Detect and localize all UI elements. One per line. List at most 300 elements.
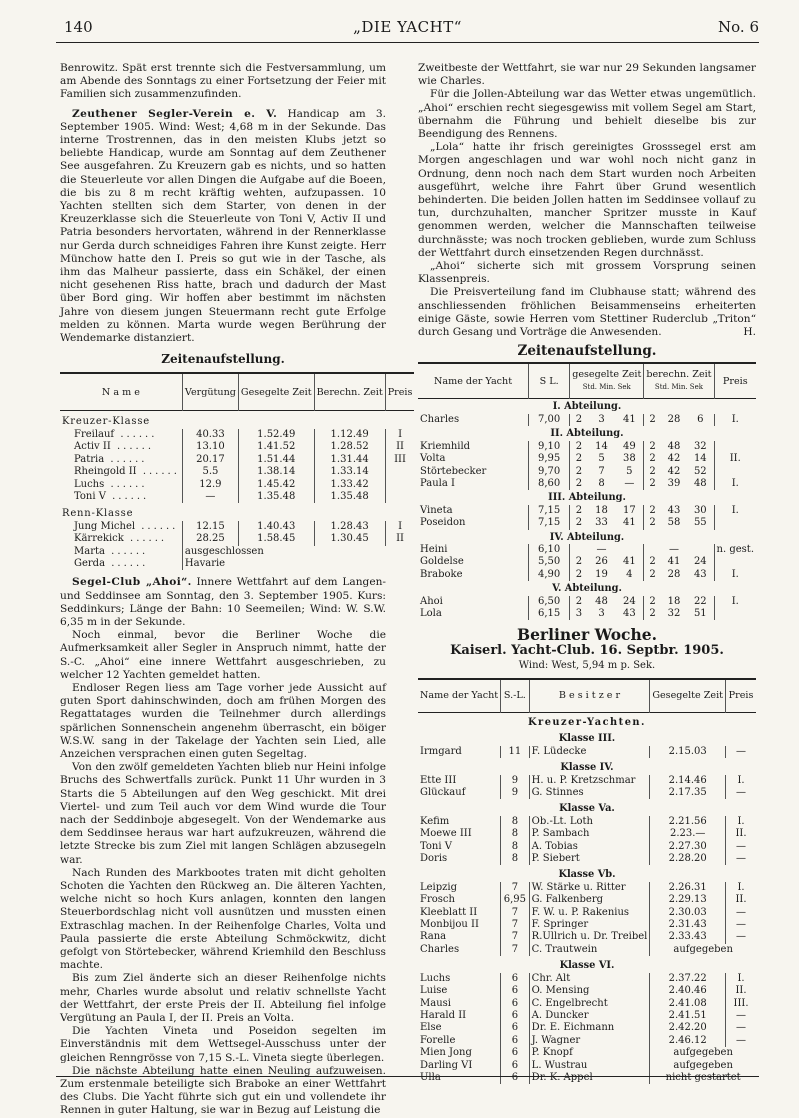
issue-number: No. 6	[718, 18, 759, 36]
table-row	[60, 491, 414, 503]
segellaenge: 7	[501, 931, 530, 943]
yacht-name: Moewe III	[420, 828, 472, 840]
col-gesegelte-3: Gesegelte Zeit	[650, 679, 726, 713]
yacht-name: Kefim	[420, 815, 450, 827]
besitzer: Ob.-Lt. Loth	[529, 816, 650, 828]
yacht-name: Glückauf	[420, 787, 466, 799]
gesegelte-zeit: 1.45.42	[238, 479, 314, 491]
preis: II	[385, 441, 414, 453]
table-row	[418, 608, 756, 620]
time-gm: —	[596, 543, 607, 555]
ahoi-paragraph-2: Noch einmal, bevor die Berliner Woche die Aufmerksamkeit aller Segler in Anspruch nimmt, hatte der S.-C. „Ahoi“ eine innere Wettfahrt ausgeschrieben, zu welcher 12 Yachten gemeldet hatten.	[60, 629, 386, 681]
col-verguetung: Vergütung	[182, 373, 238, 411]
intro-paragraph: Benrowitz. Spät erst trennte sich die Festversammlung, um am Abende des Sonntags zu einer Fortsetzung der Feier mit Familien sich zusammenzufinden.	[60, 62, 386, 101]
table-row	[418, 816, 756, 828]
segellaenge: 6,50	[529, 596, 570, 608]
yacht-name: Goldelse	[420, 556, 464, 568]
group-row	[418, 490, 756, 504]
class-label: Renn-Klasse	[62, 508, 134, 520]
time-gm: 5	[598, 453, 605, 465]
yacht-name: Frosch	[420, 894, 455, 906]
table1-title: Zeitenaufstellung.	[161, 352, 285, 367]
segellaenge: 7,00	[529, 414, 570, 426]
segellaenge: 9	[501, 787, 530, 799]
zeuthener-text: Handicap am 3. September 1905. Wind: West; 4,68 m in der Sekunde. Das interne Trostrennen, das in den meisten Klubs jetzt so beliebte Handicap, wurde am Sonntag auf dem Zeuthener See ausgefahren. Zu Kreuzern gab es nichts, und so hatten die Steuerleute vor allen Dingen die Aufgabe auf die Boeen, die bis zu 8 m recht kräftig wehten, aufzupassen. 10 Yachten stellten sich dem Starter, von denen in der Kreuzerklasse sich die Steuerleute von Toni V, Activ II und Patria besonders hervortaten, während in der Rennerklasse nur Gerda durch schneidiges Fahren ihre Kunst zeigte. Herr Münchow hatte den I. Preis so gut wie in der Tasche, als ihm das Malheur passierte, dass ein Schäkel, der einen nicht gesehenen Riss hatte, brach und dadurch der Mast über Bord ging. Wir hoffen aber bestimmt im nächsten Jahre von diesem jungen Steuermann recht gute Erfolge melden zu können. Marta wurde wegen Berührung der Wendemarke distanziert.	[60, 107, 386, 345]
leader-dots: ......	[110, 441, 155, 453]
segellaenge: 5,50	[529, 556, 570, 568]
segellaenge: 6,15	[529, 608, 570, 620]
group-label: Klasse Va.	[559, 803, 615, 815]
yacht-name: Mien Jong	[420, 1047, 472, 1059]
time-bm: 39	[667, 477, 681, 489]
table-row	[418, 746, 756, 758]
preis: I.	[726, 973, 756, 985]
table-row	[418, 1060, 756, 1072]
gesegelte-zeit: 2.37.22	[650, 973, 726, 985]
table-row	[418, 973, 756, 985]
preis: III	[385, 454, 414, 466]
ahoi-results-table	[418, 362, 756, 620]
besitzer: R.Ullrich u. Dr. Treibel	[529, 931, 650, 943]
gesegelte-zeit: 2.21.56	[650, 816, 726, 828]
gesegelte-zeit: 1.52.49	[238, 429, 314, 441]
table1-header-row	[60, 373, 414, 411]
preis: —	[726, 1022, 756, 1034]
table-row	[418, 478, 756, 490]
table-row	[60, 479, 414, 491]
time-bs: 2	[644, 569, 661, 581]
yacht-name-text: Rheingold II	[74, 466, 137, 478]
gesegelte-units: Std. Min. Sek	[582, 383, 631, 392]
col-preis-2: Preis	[714, 363, 756, 399]
time-gs: 3	[570, 608, 588, 620]
time-gm: 8	[598, 477, 605, 489]
time-gsek: —	[624, 477, 635, 489]
time-bsek: 24	[693, 556, 707, 568]
table2-title: Zeitenaufstellung.	[517, 343, 657, 360]
segellaenge: 9,95	[529, 453, 570, 465]
besitzer: J. Wagner	[529, 1035, 650, 1047]
time-bm: 32	[667, 607, 681, 619]
col-besitzer: B e s i t z e r	[529, 679, 650, 713]
time-gs: 2	[570, 517, 588, 529]
time-gsek	[615, 544, 644, 556]
time-gm: 3	[598, 607, 605, 619]
yacht-name: Doris	[420, 853, 448, 865]
besitzer: F. Lüdecke	[529, 746, 650, 758]
berliner-woche-title: Berliner Woche.	[516, 625, 658, 645]
gesegelte-zeit: 2.41.08	[650, 998, 726, 1010]
besitzer: C. Engelbrecht	[529, 998, 650, 1010]
right-paragraph-2: Für die Jollen-Abteilung war das Wetter etwas ungemütlich. „Ahoi“ erschien recht siegesgewiss mit vollem Segel am Start, übernahm die Führung und behielt dieselbe bis zur Beendigung des Rennens.	[418, 88, 756, 141]
ahoi-paragraph-7: Die Yachten Vineta und Poseidon segelten im Einverständnis mit dem Wettsegel-Ausschuss unter der gleichen Renngrösse von 7,15 S.-L. Vineta siegte überlegen.	[60, 1025, 386, 1064]
time-gsek: 43	[622, 607, 636, 619]
yacht-name: Darling VI	[420, 1059, 473, 1071]
time-gsek: 38	[622, 453, 636, 465]
table-row	[418, 544, 756, 556]
col-gesegelte-zeit	[570, 363, 644, 399]
leader-dots: ......	[104, 545, 149, 557]
besitzer: C. Trautwein	[529, 944, 650, 956]
verguetung: 20.17	[182, 454, 238, 466]
gesegelte-zeit: 2.30.03	[650, 907, 726, 919]
segellaenge: 6	[501, 1035, 530, 1047]
time-gm: 14	[595, 440, 608, 452]
yacht-name-text: Toni V	[74, 490, 106, 502]
segellaenge: 6	[501, 998, 530, 1010]
kyc-subtitle: Kaiserl. Yacht-Club. 16. Septbr. 1905.	[450, 642, 724, 658]
yacht-name-text: Activ II	[74, 441, 111, 453]
segellaenge: 8	[501, 828, 530, 840]
table-row	[418, 931, 756, 943]
preis: —	[726, 853, 756, 865]
col-name-3: Name der Yacht	[420, 690, 499, 702]
zeuthener-results-table	[60, 372, 414, 570]
yacht-name	[60, 441, 182, 453]
time-bs: 2	[644, 414, 661, 426]
segellaenge: 6	[501, 973, 530, 985]
gesegelte-zeit: 2.23.—	[650, 828, 726, 840]
preis: —	[726, 841, 756, 853]
table-row	[60, 533, 414, 545]
yacht-name-text: Luchs	[74, 478, 105, 490]
wind-info: Wind: West, 5,94 m p. Sek.	[518, 659, 656, 671]
col-preis: Preis	[385, 373, 414, 411]
group-label: Klasse IV.	[560, 762, 614, 774]
gesegelte-zeit: 2.26.31	[650, 882, 726, 894]
group-row	[418, 865, 756, 881]
leader-dots: ......	[105, 557, 149, 569]
time-gs: 2	[570, 505, 588, 517]
status: Havarie	[182, 558, 414, 570]
segellaenge: 8	[501, 853, 530, 865]
time-gsek: 41	[622, 517, 636, 529]
running-header	[56, 16, 759, 40]
status: aufgegeben	[650, 944, 756, 956]
gesegelte-label: gesegelte Zeit	[572, 369, 642, 381]
gesegelte-zeit: 2.41.51	[650, 1010, 726, 1022]
class-row	[60, 503, 414, 520]
preis: —	[726, 787, 756, 799]
time-bsek: 30	[693, 504, 707, 516]
time-gsek: 4	[626, 568, 633, 580]
time-gsek: 49	[622, 440, 636, 452]
page-number: 140	[64, 18, 93, 36]
preis: II.	[726, 828, 756, 840]
yacht-name: Lola	[420, 607, 442, 619]
yacht-name: Vineta	[420, 504, 453, 516]
table3-header-row	[418, 679, 756, 713]
segellaenge: 8	[501, 841, 530, 853]
time-bm: 41	[667, 556, 681, 568]
time-bsek: 52	[693, 465, 707, 477]
time-gs: 2	[570, 453, 588, 465]
time-bm: 28	[667, 413, 681, 425]
right-paragraph-1: Zweitbeste der Wettfahrt, sie war nur 29 Sekunden langsamer wie Charles.	[418, 62, 756, 88]
yacht-name: Ahoi	[420, 595, 443, 607]
gesegelte-zeit: 2.33.43	[650, 931, 726, 943]
ahoi-paragraph-1	[60, 576, 386, 629]
time-bs: 2	[644, 453, 661, 465]
time-gs: 2	[570, 466, 588, 478]
besitzer: G. Stinnes	[529, 787, 650, 799]
preis: I.	[726, 775, 756, 787]
status: ausgeschlossen	[182, 546, 414, 558]
yacht-name: Monbijou II	[420, 919, 479, 931]
preis	[385, 479, 414, 491]
table2-header-row	[418, 363, 756, 399]
yacht-name: Irmgard	[420, 745, 462, 757]
time-bs	[644, 544, 661, 556]
yacht-name: Luchs	[420, 972, 451, 984]
preis: —	[726, 919, 756, 931]
yacht-name: Charles	[420, 413, 460, 425]
besitzer: W. Stärke u. Ritter	[529, 882, 650, 894]
yacht-name: Else	[420, 1022, 442, 1034]
kyc-results-table	[418, 678, 756, 1084]
besitzer: P. Siebert	[529, 853, 650, 865]
group-label: Klasse Vb.	[558, 869, 616, 881]
author-signoff: H.	[743, 326, 756, 339]
gesegelte-zeit: 2.46.12	[650, 1035, 726, 1047]
table-row	[418, 894, 756, 906]
gesegelte-zeit: 2.15.03	[650, 746, 726, 758]
group-label: I. Abteilung.	[552, 401, 622, 413]
yacht-name: Braboke	[420, 568, 463, 580]
gesegelte-zeit: 1.51.44	[238, 454, 314, 466]
leader-dots: ......	[105, 490, 150, 502]
yacht-name: Rana	[420, 931, 447, 943]
right-column	[418, 62, 756, 1084]
table-row	[418, 882, 756, 894]
segellaenge: 8	[501, 816, 530, 828]
time-gs: 2	[570, 569, 588, 581]
gesegelte-zeit: 2.27.30	[650, 841, 726, 853]
time-bm: 58	[667, 517, 681, 529]
gesegelte-zeit: 2.14.46	[650, 775, 726, 787]
leader-dots: ......	[104, 453, 148, 465]
ahoi-paragraph-4: Von den zwölf gemeldeten Yachten blieb nur Heini infolge Bruchs des Schwertfalls zurück. Punkt 11 Uhr wurden in 3 Starts die 5 Abteilungen auf den Weg geschickt. Mit drei Viertel- und zum Teil auch vor dem Wind wurde die Tour nach der Seddinboje abgesegelt. Von der Wendemarke aus dem Seddinsee heraus war hart aufzukreuzen, während die letzte Strecke bis zum Ziel mit langen Schlägen abzusegeln war.	[60, 761, 386, 866]
section-row	[418, 712, 756, 729]
yacht-name: Ette III	[420, 774, 457, 786]
time-gm: 48	[595, 595, 608, 607]
berechnete-zeit: 1.12.49	[314, 429, 385, 441]
col-berechn-zeit	[644, 363, 714, 399]
preis	[385, 466, 414, 478]
time-bm: 28	[667, 568, 681, 580]
status: aufgegeben	[650, 1060, 756, 1072]
table-row	[60, 441, 414, 453]
gesegelte-zeit: 2.28.20	[650, 853, 726, 865]
gesegelte-zeit: 1.41.52	[238, 441, 314, 453]
time-bs: 2	[644, 596, 661, 608]
table-row	[418, 505, 756, 517]
table1-body	[60, 411, 414, 570]
table-row	[418, 1035, 756, 1047]
right-paragraph-4: „Ahoi“ sicherte sich mit grossem Vorsprung seinen Klassenpreis.	[418, 260, 756, 286]
segellaenge: 7	[501, 919, 530, 931]
time-gs: 2	[570, 414, 588, 426]
segellaenge: 7,15	[529, 505, 570, 517]
table-row	[418, 556, 756, 568]
time-gm: 3	[598, 413, 605, 425]
class-label: Kreuzer-Klasse	[62, 416, 150, 428]
col-sl-3: S.-L.	[501, 679, 530, 713]
time-gs	[570, 544, 588, 556]
table-row	[418, 828, 756, 840]
group-row	[418, 799, 756, 815]
yacht-name: Heini	[420, 543, 448, 555]
besitzer: P. Knopf	[529, 1047, 650, 1059]
verguetung: 5.5	[182, 466, 238, 478]
time-gsek: 24	[622, 595, 636, 607]
class-row	[60, 411, 414, 429]
table-row	[418, 919, 756, 931]
time-gs: 2	[570, 478, 588, 490]
table-row	[418, 1010, 756, 1022]
table-row	[60, 546, 414, 558]
verguetung: 28.25	[182, 533, 238, 545]
preis	[714, 608, 756, 620]
preis: I	[385, 521, 414, 533]
time-bs: 2	[644, 441, 661, 453]
table-row	[418, 841, 756, 853]
time-bsek: 22	[693, 595, 707, 607]
preis	[714, 441, 756, 453]
time-gm: 19	[595, 568, 608, 580]
yacht-name	[60, 429, 182, 441]
time-gm: 26	[595, 556, 608, 568]
table-row	[418, 414, 756, 426]
table-row	[418, 1022, 756, 1034]
table-row	[418, 441, 756, 453]
group-label: IV. Abteilung.	[549, 531, 625, 543]
berechn-units: Std. Min. Sek	[654, 383, 703, 392]
table2-body	[418, 399, 756, 620]
yacht-name-text: Gerda	[74, 557, 106, 569]
verguetung: 12.15	[182, 521, 238, 533]
yacht-name: Kleeblatt II	[420, 906, 478, 918]
besitzer: H. u. P. Kretzschmar	[529, 775, 650, 787]
segellaenge: 7	[501, 907, 530, 919]
preis: I.	[714, 478, 756, 490]
yacht-name	[60, 521, 182, 533]
berechnete-zeit: 1.28.43	[314, 521, 385, 533]
segellaenge: 6	[501, 1022, 530, 1034]
gesegelte-zeit: 1.58.45	[238, 533, 314, 545]
gesegelte-zeit: 1.40.43	[238, 521, 314, 533]
time-gsek: 17	[622, 504, 636, 516]
preis: I.	[714, 596, 756, 608]
preis	[714, 517, 756, 529]
segellaenge: 7	[501, 882, 530, 894]
segellaenge: 6	[501, 1010, 530, 1022]
preis: I	[385, 429, 414, 441]
yacht-name: Toni V	[420, 840, 452, 852]
time-gs: 2	[570, 596, 588, 608]
preis: I.	[714, 569, 756, 581]
time-bm: 43	[667, 504, 681, 516]
ahoi-paragraph-5: Nach Runden des Markbootes traten mit dicht geholten Schoten die Yachten den Rückweg an. Die älteren Yachten, welche nicht so hoch Kurs anlagen, konnten den langen Steuerbordschlag nicht voll ausnützen und mussten einen Extraschlag machen. In der Reihenfolge Charles, Volta und Paula passierte die erste Abteilung Schmöckwitz, dicht gefolgt von Störtebecker, während Kriemhild den Beschluss machte.	[60, 866, 386, 972]
besitzer: O. Mensing	[529, 985, 650, 997]
table-row	[418, 787, 756, 799]
table-row	[418, 985, 756, 997]
ahoi-paragraph-6: Bis zum Ziel änderte sich an dieser Reihenfolge nichts mehr, Charles wurde absolut und relativ schnellste Yacht der Wettfahrt, der erste Preis der II. Abteilung fiel infolge Vergütung an Paula I, der II. Preis an Volta.	[60, 972, 386, 1025]
preis: II.	[714, 453, 756, 465]
ahoi-heading: Segel-Club „Ahoi“.	[72, 576, 192, 589]
preis	[714, 556, 756, 568]
yacht-name: Ulla	[420, 1071, 441, 1083]
yacht-name: Kriemhild	[420, 440, 471, 452]
time-gm: 33	[595, 517, 608, 529]
time-bs: 2	[644, 608, 661, 620]
time-bsek: 43	[693, 568, 707, 580]
yacht-name: Harald II	[420, 1009, 467, 1021]
yacht-name	[60, 558, 182, 570]
time-gs: 2	[570, 441, 588, 453]
segellaenge: 9,70	[529, 466, 570, 478]
segellaenge: 6,10	[529, 544, 570, 556]
preis: —	[726, 746, 756, 758]
leader-dots: ......	[114, 428, 158, 440]
group-row	[418, 729, 756, 745]
col-sl: S L.	[529, 363, 570, 399]
besitzer: Chr. Alt	[529, 973, 650, 985]
group-label: II. Abteilung.	[550, 428, 624, 440]
preis: II.	[726, 985, 756, 997]
ahoi-paragraph-8: Die nächste Abteilung hatte einen Neuling aufzuweisen. Zum erstenmale beteiligte sich Braboke an einer Wettfahrt des Clubs. Die Yacht führte sich gut ein und vollendete ihr Rennen in guter Haltung, sie war in Bezug auf Leistung die	[60, 1064, 386, 1117]
col-berechn: Berechn. Zeit	[314, 373, 385, 411]
preis: I.	[726, 816, 756, 828]
time-bsek: 51	[693, 607, 707, 619]
table-row	[418, 1047, 756, 1059]
group-label: Klasse VI.	[559, 960, 615, 972]
besitzer: Dr. K. Appel	[529, 1072, 650, 1084]
time-bs: 2	[644, 517, 661, 529]
time-bm: 42	[667, 453, 681, 465]
verguetung: 12.9	[182, 479, 238, 491]
berechnete-zeit: 1.33.14	[314, 466, 385, 478]
time-bsek	[687, 544, 714, 556]
segellaenge: 6	[501, 1072, 530, 1084]
left-column	[60, 62, 413, 1118]
yacht-name	[60, 533, 182, 545]
time-bs: 2	[644, 478, 661, 490]
yacht-name: Forelle	[420, 1034, 456, 1046]
yacht-name	[60, 491, 182, 503]
yacht-name: Mausi	[420, 997, 451, 1009]
verguetung: 13.10	[182, 441, 238, 453]
yacht-name	[60, 466, 182, 478]
leader-dots: ......	[123, 533, 168, 545]
segellaenge: 11	[501, 746, 530, 758]
table-row	[418, 907, 756, 919]
table-row	[418, 1072, 756, 1084]
segellaenge: 6	[501, 1060, 530, 1072]
time-bs: 2	[644, 505, 661, 517]
gesegelte-zeit: 2.40.46	[650, 985, 726, 997]
status: aufgegeben	[650, 1047, 756, 1059]
time-gm: 18	[595, 504, 608, 516]
group-label: Klasse III.	[558, 733, 616, 745]
group-row	[418, 956, 756, 972]
table-row	[418, 944, 756, 956]
group-row	[418, 399, 756, 414]
zeuthener-heading: Zeuthener Segler-Verein e. V.	[72, 107, 278, 120]
yacht-name-text: Marta	[74, 545, 105, 557]
table-row	[418, 998, 756, 1010]
journal-title: „DIE YACHT“	[353, 18, 462, 36]
